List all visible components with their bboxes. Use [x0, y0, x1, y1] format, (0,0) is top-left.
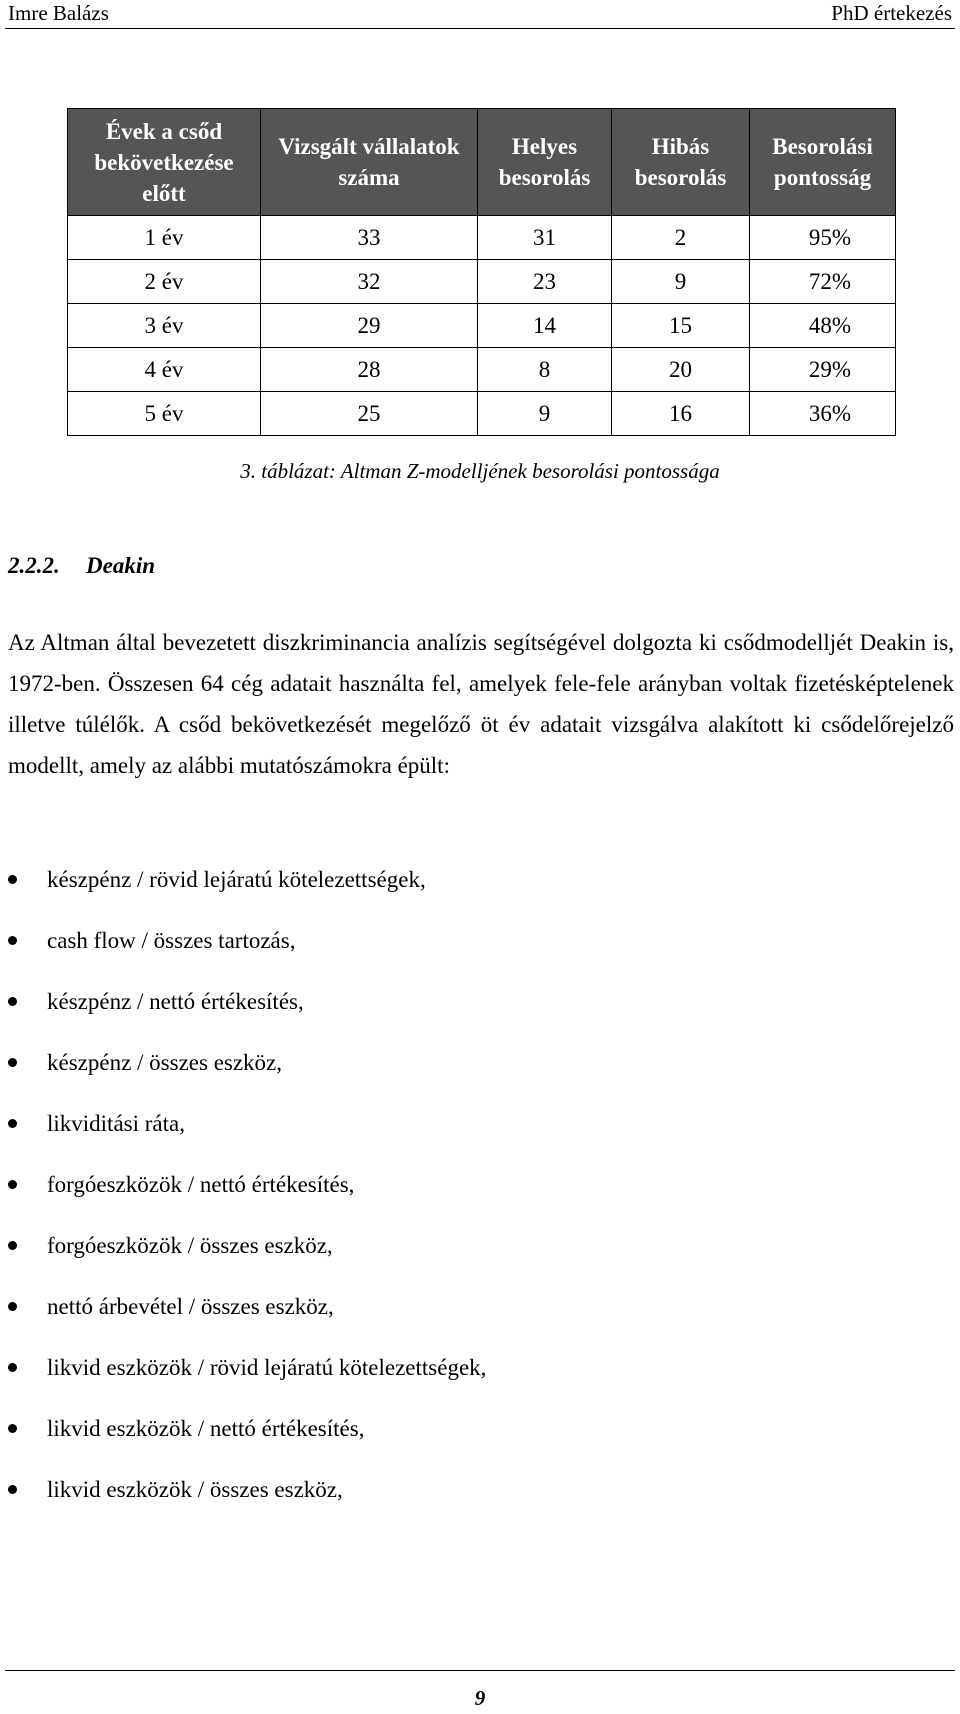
list-item-text: forgóeszközök / összes eszköz,: [47, 1233, 333, 1258]
list-item-text: likviditási ráta,: [47, 1111, 185, 1136]
table-cell: 5 év: [68, 392, 261, 436]
header-author: Imre Balázs: [8, 1, 109, 25]
bullet-icon: [8, 1119, 17, 1128]
table-cell: 16: [612, 392, 750, 436]
bullet-icon: [8, 875, 17, 884]
table-cell: 32: [261, 260, 478, 304]
table-header-cell: Besorolási pontosság: [750, 109, 896, 216]
table-cell: 20: [612, 348, 750, 392]
table-row: [68, 260, 896, 304]
table-cell: 1 év: [68, 216, 261, 260]
list-item-text: nettó árbevétel / összes eszköz,: [47, 1294, 334, 1319]
table-cell: 25: [261, 392, 478, 436]
table-cell: 95%: [750, 216, 896, 260]
list-item: [8, 1292, 486, 1353]
table-cell: 48%: [750, 304, 896, 348]
table-cell: 15: [612, 304, 750, 348]
bullet-icon: [8, 997, 17, 1006]
bullet-icon: [8, 1302, 17, 1311]
table-cell: 4 év: [68, 348, 261, 392]
table-header-cell: Évek a csőd bekövetkezése előtt: [68, 109, 261, 216]
table-header-cell: Helyes besorolás: [478, 109, 612, 216]
list-item-text: készpénz / nettó értékesítés,: [47, 989, 304, 1014]
page-number: 9: [474, 1686, 486, 1710]
table-cell: 14: [478, 304, 612, 348]
list-item-text: likvid eszközök / nettó értékesítés,: [47, 1416, 365, 1441]
table-cell: 2 év: [68, 260, 261, 304]
list-item: [8, 1353, 486, 1414]
list-item: [8, 1414, 486, 1475]
table-header-row: [68, 109, 896, 216]
table-row: [68, 348, 896, 392]
list-item: [8, 1475, 486, 1536]
table-row: [68, 216, 896, 260]
table-caption: 3. táblázat: Altman Z-modelljének besorolási pontossága: [240, 459, 720, 483]
section-title: Deakin: [86, 553, 155, 578]
list-item: [8, 1109, 486, 1170]
table-cell: 29: [261, 304, 478, 348]
bullet-icon: [8, 1424, 17, 1433]
table-cell: 9: [612, 260, 750, 304]
list-item-text: likvid eszközök / rövid lejáratú kötelezettségek,: [47, 1355, 487, 1380]
table-cell: 33: [261, 216, 478, 260]
bullet-icon: [8, 1363, 17, 1372]
list-item: [8, 1170, 486, 1231]
table-row: [68, 392, 896, 436]
table-cell: 72%: [750, 260, 896, 304]
table-cell: 3 év: [68, 304, 261, 348]
table-row: [68, 304, 896, 348]
bullet-icon: [8, 1180, 17, 1189]
bullet-icon: [8, 936, 17, 945]
table-cell: 36%: [750, 392, 896, 436]
header-title: PhD értekezés: [831, 1, 952, 25]
table-cell: 2: [612, 216, 750, 260]
body-paragraph: Az Altman által bevezetett diszkriminancia analízis segítségével dolgozta ki csődmodelljét Deakin is, 1972-ben. Összesen 64 cég adatait használta fel, amelyek fele-fele arányban voltak fizetésképtelenek illetve túlélők. A csőd bekövetkezését megelőző öt év adatait vizsgálva alakított ki csődelőrejelző modellt, amely az alábbi mutatószámokra épült:: [8, 630, 954, 778]
section-number: 2.2.2.: [8, 553, 60, 578]
section-heading: [8, 553, 155, 579]
table-cell: 8: [478, 348, 612, 392]
table-cell: 28: [261, 348, 478, 392]
table-cell: 9: [478, 392, 612, 436]
accuracy-table: [67, 108, 896, 436]
table-cell: 23: [478, 260, 612, 304]
page-header: [5, 0, 955, 29]
list-item-text: forgóeszközök / nettó értékesítés,: [47, 1172, 355, 1197]
table-header-cell: Vizsgált vállalatok száma: [261, 109, 478, 216]
list-item: [8, 926, 486, 987]
footer-divider: [5, 1670, 955, 1671]
list-item-text: készpénz / rövid lejáratú kötelezettségek,: [47, 867, 426, 892]
list-item-text: cash flow / összes tartozás,: [47, 928, 296, 953]
list-item: [8, 865, 486, 926]
bullet-icon: [8, 1241, 17, 1250]
indicator-list: [8, 865, 486, 1536]
bullet-icon: [8, 1485, 17, 1494]
list-item-text: készpénz / összes eszköz,: [47, 1050, 283, 1075]
bullet-icon: [8, 1058, 17, 1067]
table-header-cell: Hibás besorolás: [612, 109, 750, 216]
table-cell: 29%: [750, 348, 896, 392]
table-cell: 31: [478, 216, 612, 260]
list-item: [8, 987, 486, 1048]
list-item: [8, 1231, 486, 1292]
list-item: [8, 1048, 486, 1109]
list-item-text: likvid eszközök / összes eszköz,: [47, 1477, 343, 1502]
